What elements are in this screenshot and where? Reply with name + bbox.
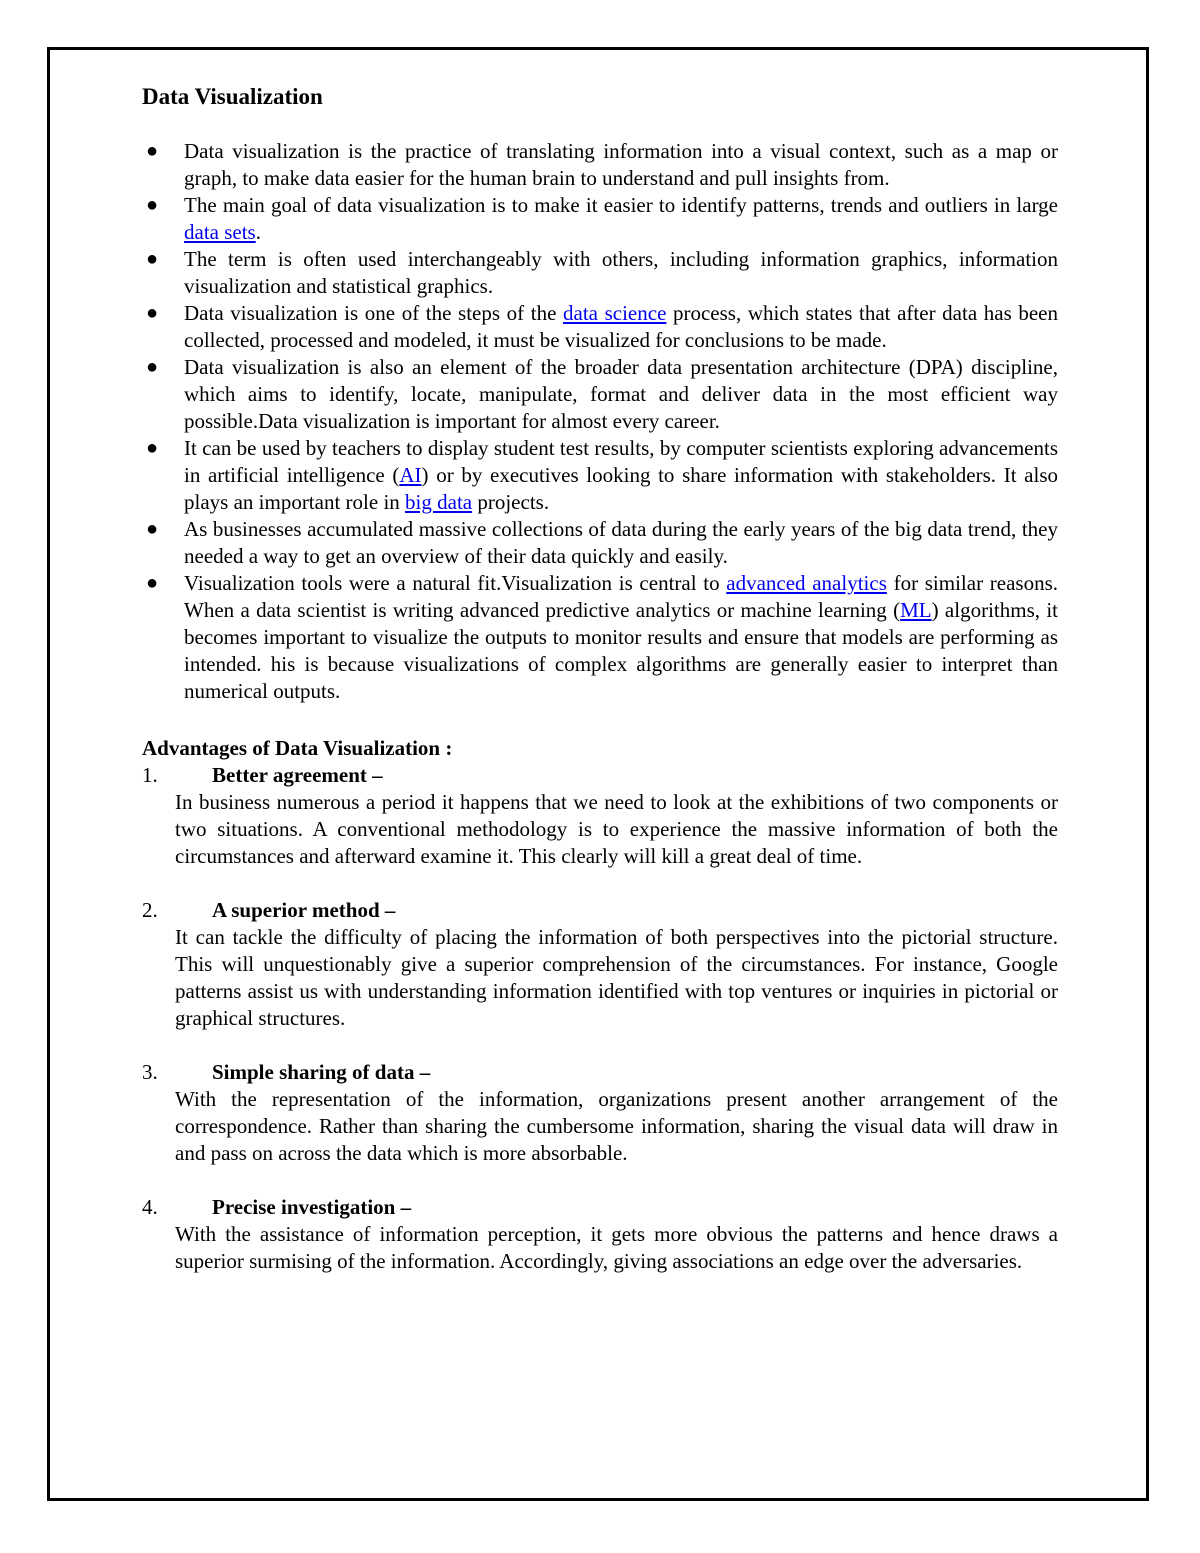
bullet-text: The main goal of data visualization is to make it easier to identify patterns, trends and outliers in large [184,193,1058,217]
advantage-label: Simple sharing of data – [212,1060,431,1084]
bullet-item [142,192,1058,246]
bullet-icon: ● [146,572,159,594]
advantage-label: A superior method – [212,898,396,922]
bullet-text: Visualization tools were a natural fit.Visualization is central to [184,571,727,595]
bullet-text: . [255,220,261,244]
inline-link[interactable]: advanced analytics [726,571,887,595]
bullet-icon: ● [146,437,159,459]
inline-link[interactable]: data science [563,301,667,325]
bullet-icon: ● [146,356,159,378]
page-title: Data Visualization [142,84,323,109]
bullet-item [142,435,1058,516]
bullet-text: Data visualization is the practice of translating information into a visual context, such as a map or graph, to make data easier for the human brain to understand and pull insights from. [184,139,1058,190]
advantage-item [142,897,1058,1032]
bullet-item [142,138,1058,192]
advantage-label: Better agreement – [212,763,383,787]
bullet-item [142,354,1058,435]
advantage-number: 2. [142,898,158,922]
bullet-icon: ● [146,194,159,216]
inline-link[interactable]: AI [399,463,422,487]
advantage-item [142,762,1058,870]
advantage-body: It can tackle the difficulty of placing the information of both perspectives into the pictorial structure. This will unquestionably give a superior comprehension of the circumstances. For instance, Google patterns assist us with understanding information identified with top ventures or inquiries in pictorial or graphical structures. [175,925,1058,1030]
advantage-number: 4. [142,1195,158,1219]
bullet-text: projects. [472,490,550,514]
advantages-heading: Advantages of Data Visualization : [142,736,453,760]
advantage-item [142,1059,1058,1167]
bullet-text: Data visualization is one of the steps of the [184,301,564,325]
advantage-body: In business numerous a period it happens that we need to look at the exhibitions of two components or two situations. A conventional methodology is to experience the massive information of both the circumstances and afterward examine it. This clearly will kill a great deal of time. [175,790,1058,868]
bullet-icon: ● [146,140,159,162]
document-content [142,82,1058,1275]
bullet-text: ) or by executives looking to share information with stakeholders. It also plays an important role in [184,463,1059,514]
bullet-text: The term is often used interchangeably with others, including information graphics, information visualization and statistical graphics. [184,247,1058,298]
advantage-number: 1. [142,763,158,787]
bullet-item [142,300,1058,354]
bullet-icon: ● [146,248,159,270]
bullet-text: process, which states that after data has been collected, processed and modeled, it must be visualized for conclusions to be made. [184,301,1058,352]
bullet-text: As businesses accumulated massive collections of data during the early years of the big data trend, they needed a way to get an overview of their data quickly and easily. [184,517,1058,568]
bullet-item [142,570,1058,705]
advantage-label: Precise investigation – [212,1195,412,1219]
bullet-text: Data visualization is also an element of the broader data presentation architecture (DPA) discipline, which aims to identify, locate, manipulate, format and deliver data in the most efficient way possible.Data visualization is important for almost every career. [184,355,1058,433]
bullet-list [142,138,1058,705]
advantage-body: With the representation of the information, organizations present another arrangement of the correspondence. Rather than sharing the cumbersome information, sharing the visual data will draw in and pass on across the data which is more absorbable. [175,1087,1058,1165]
bullet-text: for similar reasons. When a data scientist is writing advanced predictive analytics or machine learning ( [184,571,1058,622]
bullet-icon: ● [146,518,159,540]
bullet-item [142,516,1058,570]
inline-link[interactable]: ML [900,598,932,622]
advantage-item [142,1194,1058,1275]
bullet-icon: ● [146,302,159,324]
bullet-text: ) algorithms, it becomes important to visualize the outputs to monitor results and ensure that models are performing as intended. his is because visualizations of complex algorithms are generally easier to interpret than numerical outputs. [184,598,1058,703]
advantage-body: With the assistance of information perception, it gets more obvious the patterns and hence draws a superior surmising of the information. Accordingly, giving associations an edge over the adversaries. [175,1222,1058,1273]
advantages-list [142,762,1058,1275]
bullet-text: It can be used by teachers to display student test results, by computer scientists exploring advancements in artificial intelligence ( [184,436,1058,487]
advantage-number: 3. [142,1060,158,1084]
inline-link[interactable]: big data [405,490,473,514]
inline-link[interactable]: data sets [184,220,256,244]
bullet-item [142,246,1058,300]
